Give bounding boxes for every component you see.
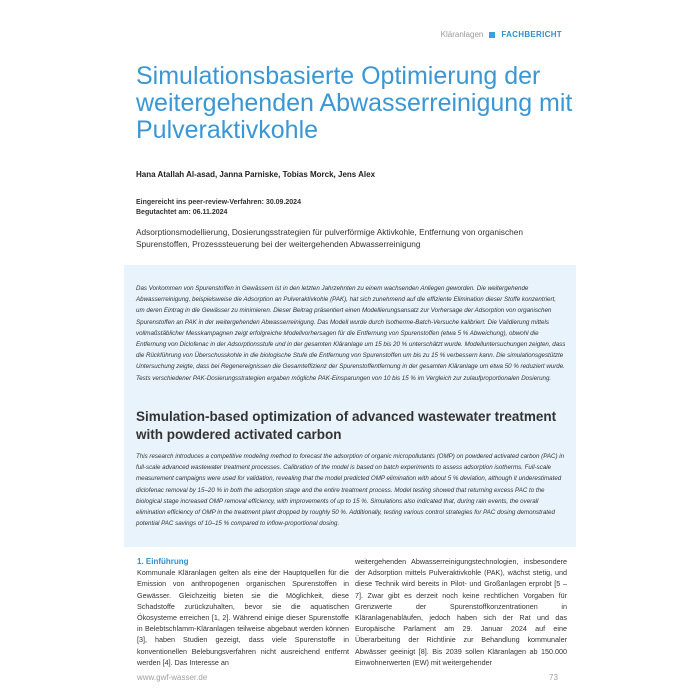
- section-heading: 1. Einführung: [137, 557, 189, 566]
- page-number: 73: [549, 673, 558, 682]
- header-category: Kläranlagen: [440, 30, 484, 39]
- footer-website-link[interactable]: www.gwf-wasser.de: [137, 673, 208, 682]
- body-text-left: Kommunale Kläranlagen gelten als eine der Hauptquellen für die Emission von anthropogenen organischen Spurenstoffen in Gewässer. Gleichzeitig bieten sie die Möglichkeit, diese Schadstoffe zurückzuhalten, bevor sie die aquatischen Ökosysteme erreichen [1, 2]. Während einige dieser Spurenstoffe in Belebtschlamm-Kläranlagen teilweise abgebaut werden können [3], haben Studien gezeigt, dass viele Spurenstoffe in konventionellen Belebungsverfahren nicht ausreichend entfernt werden [4]. Das Interesse an: [137, 568, 349, 667]
- body-column-left: [137, 556, 349, 668]
- english-title: Simulation-based optimization of advanced wastewater treatment with powdered activated carbon: [136, 409, 557, 442]
- header-square-marker: [489, 32, 495, 38]
- submitted-date: Eingereicht ins peer-review-Verfahren: 30.09.2024: [136, 199, 301, 206]
- abstract-english: This research introduces a competitive modeling method to forecast the adsorption of organic micropollutants (OMP) on powdered activated carbon (PAC) in full-scale advanced wastewater treatment processes. Calibration of the model is based on batch experiments to assess adsorption isotherms. Full-scale measurement campaigns were used for validation, revealing that the model predicted OMP elimination with about 5 % deviation, although it underestimated diclofenac removal by 15–20 % in both the adsorption stage and the entire treatment process. Model testing showed that returning excess PAC to the biological stage increased OMP removal efficiency, with improvements of up to 15 %. Simulations also indicated that, during rain events, the overall elimination efficiency of OMP in the treatment plant dropped by roughly 50 %. Additionally, testing various control strategies for PAC dosing demonstrated potential PAC savings of 10–15 % compared to inflow-proportional dosing.: [136, 453, 565, 528]
- accepted-date: Begutachtet am: 06.11.2024: [136, 209, 228, 216]
- body-column-right: [355, 556, 567, 668]
- abstract-german: Das Vorkommen von Spurenstoffen in Gewässern ist in den letzten Jahrzehnten zu einem wachsenden Anliegen geworden. Die weitergehende Abwasserreinigung, beispielsweise die Adsorption an Pulveraktivkohle (PAK), hat sich zunehmend auf die effiziente Elimination dieser Stoffe konzentriert, um deren Eintrag in die Gewässer zu minimieren. Dieser Beitrag präsentiert einen Modellierungsansatz zur Vorhersage der Adsorption von organischen Spurenstoffen an PAK in der weitergehenden Abwasserreinigung. Das Modell wurde durch Isotherme-Batch-Versuche kalibriert. Die Validierung mittels vollmaßstäblicher Messkampagnen zeigt erfolgreiche Modellvorhersagen für die Entfernung von Spurenstoffen (etwa 5 % Abweichung), obwohl die Entfernung von Diclofenac in der Adsorptionsstufe und in der gesamten Kläranlage um 15 bis 20 % unterschätzt wurde. Modelluntersuchungen zeigten, dass die Rückführung von Überschusskohle in die biologische Stufe die Entfernung von Spurenstoffen um bis zu 15 % verbessern kann. Die simulationsgestützte Untersuchung zeigte, dass bei Regenereignissen die Gesamteffizienz der Spurenstoffentfernung in der gesamten Kläranlage um etwa 50 % reduziert wurde. Tests verschiedener PAK-Dosierungsstrategien ergaben mögliche PAK-Einsparungen von 10 bis 15 % im Vergleich zur zulaufproportionalen Dosierung.: [136, 285, 566, 382]
- review-dates: [136, 198, 301, 218]
- body-text-right: weitergehenden Abwasserreinigungstechnologien, insbesondere der Adsorption mittels Pulveraktivkohle (PAK), wächst stetig, und diese Technik wird bereits in Pilot- und Großanlagen erprobt [5 – 7]. Zwar gibt es derzeit noch keine rechtlichen Vorgaben für Grenzwerte der Spurenstoffkonzentrationen in Kläranlagenabläufen, jedoch haben sich der Rat und das Europäische Parlament am 29. Januar 2024 auf eine Überarbeitung der Richtlinie zur Behandlung kommunaler Abwässer geeinigt [8]. Bis 2039 sollen Kläranlagen ab 150.000 Einwohnerwerten (EW) mit weitergehender: [355, 557, 567, 667]
- header-article-type: FACHBERICHT: [501, 30, 562, 39]
- article-authors: Hana Atallah Al-asad, Janna Parniske, Tobias Morck, Jens Alex: [136, 170, 376, 179]
- page-header: [441, 30, 562, 39]
- article-title: Simulationsbasierte Optimierung der weitergehenden Abwasserreinigung mit Pulveraktivkohle: [136, 62, 573, 144]
- keywords: Adsorptionsmodellierung, Dosierungsstrategien für pulverförmige Aktivkohle, Entfernung von organischen Spurenstoffen, Prozesssteuerung bei der weitergehenden Abwasserreinigung: [136, 227, 523, 249]
